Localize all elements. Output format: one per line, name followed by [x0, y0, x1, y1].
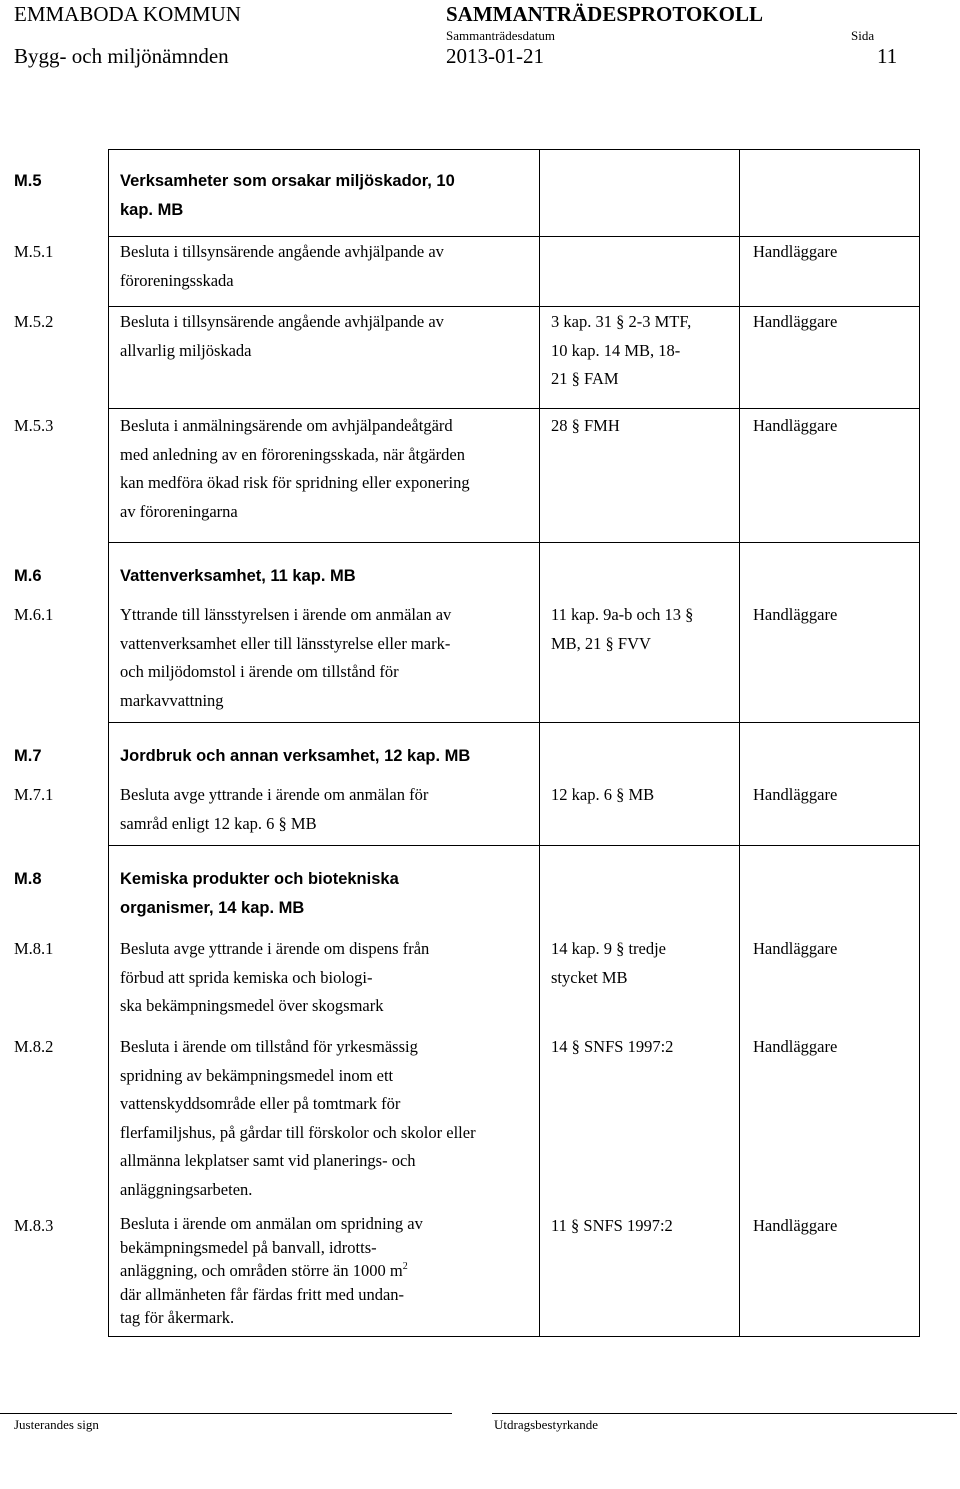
page-number: 11 [877, 44, 898, 68]
row-divider [108, 542, 920, 543]
legal-reference-line: stycket MB [551, 967, 628, 987]
description-line: av föroreningarna [120, 501, 238, 521]
handler: Handläggare [753, 785, 838, 804]
row-divider [108, 408, 920, 409]
justerandes-sign-label: Justerandes sign [14, 1417, 99, 1432]
description [120, 238, 444, 295]
organization-name: EMMABODA KOMMUN [14, 2, 241, 26]
legal-reference [551, 601, 693, 658]
legal-reference [551, 1033, 673, 1062]
description-line: Vattenverksamhet, 11 kap. MB [120, 567, 356, 585]
description-line: Besluta i tillsynsärende angående avhjälpande av [120, 312, 444, 331]
description [120, 865, 399, 922]
section-number: M.7.1 [14, 785, 54, 804]
description-line: Jordbruk och annan verksamhet, 12 kap. MB [120, 747, 471, 765]
document-title: SAMMANTRÄDESPROTOKOLL [446, 2, 763, 26]
page-header [0, 0, 960, 80]
legal-reference-line: 14 § SNFS 1997:2 [551, 1037, 674, 1056]
legal-reference [551, 308, 691, 394]
description-line: anläggning, och områden större än 1000 $m^2$ [120, 1261, 408, 1280]
description-line: Besluta avge yttrande i ärende om anmälan för [120, 785, 429, 804]
description [120, 1033, 476, 1204]
handler: Handläggare [753, 312, 838, 331]
description-line: allvarlig miljöskada [120, 340, 252, 360]
legal-reference [551, 781, 654, 810]
legal-reference-line: MB, 21 § FVV [551, 633, 651, 653]
description-line: anläggningsarbeten. [120, 1179, 253, 1199]
extract-line [492, 1413, 957, 1414]
row-divider [108, 845, 920, 846]
section-number: M.8 [14, 870, 42, 888]
row-divider [108, 722, 920, 723]
description-line: vattenverksamhet eller till länsstyrelse eller mark- [120, 633, 451, 653]
description [120, 412, 470, 526]
utdragsbestyrkande-label: Utdragsbestyrkande [494, 1417, 598, 1432]
section-number: M.8.1 [14, 939, 54, 958]
legal-reference [551, 935, 666, 992]
row-divider [108, 236, 920, 237]
handler: Handläggare [753, 416, 838, 435]
description [120, 308, 444, 365]
legal-reference-line: 14 kap. 9 § tredje [551, 939, 667, 958]
signature-line [0, 1413, 452, 1414]
description-line: allmänna lekplatser samt vid planerings- och [120, 1151, 416, 1170]
description-line: Besluta i tillsynsärende angående avhjälpande av [120, 242, 444, 261]
description-line: där allmänheten får färdas fritt med undan- [120, 1284, 405, 1304]
handler: Handläggare [753, 1216, 838, 1235]
description-line: Verksamheter som orsakar miljöskador, 10 [120, 172, 455, 190]
description [120, 562, 356, 591]
description-line: föroreningsskada [120, 270, 234, 290]
description-line: Besluta i anmälningsärende om avhjälpandeåtgärd [120, 416, 453, 435]
description-line: Besluta avge yttrande i ärende om dispens från [120, 939, 430, 958]
section-number: M.5.2 [14, 312, 54, 331]
legal-reference-line: 12 kap. 6 § MB [551, 785, 655, 804]
section-number: M.7 [14, 747, 42, 765]
legal-reference-line: 21 § FAM [551, 369, 619, 388]
legal-reference-line: 11 § SNFS 1997:2 [551, 1216, 673, 1235]
handler: Handläggare [753, 1037, 838, 1056]
section-number: M.6 [14, 567, 42, 585]
description-line: spridning av bekämpningsmedel inom ett [120, 1065, 394, 1085]
description-line: kap. MB [120, 200, 184, 219]
handler: Handläggare [753, 242, 838, 261]
column-divider [739, 149, 740, 1337]
description-line: kan medföra ökad risk för spridning eller exponering [120, 473, 470, 492]
description [120, 742, 470, 771]
superscript: 2 [402, 1261, 408, 1272]
description-line: samråd enligt 12 kap. 6 § MB [120, 813, 317, 833]
legal-reference-line: 3 kap. 31 § 2-3 MTF, [551, 312, 692, 331]
description [120, 1212, 423, 1330]
description [120, 167, 455, 224]
section-number: M.5.1 [14, 242, 54, 261]
description [120, 935, 429, 1021]
description-line: förbud att sprida kemiska och biologi- [120, 967, 373, 987]
legal-reference-line: 10 kap. 14 MB, 18- [551, 340, 681, 360]
description [120, 781, 428, 838]
page-label: Sida [851, 28, 875, 43]
description-line: bekämpningsmedel på banvall, idrotts- [120, 1237, 377, 1257]
legal-reference [551, 412, 620, 441]
row-divider [108, 306, 920, 307]
description-line: Kemiska produkter och biotekniska [120, 870, 399, 888]
description-line: ska bekämpningsmedel över skogsmark [120, 996, 384, 1015]
legal-reference-line: 11 kap. 9a-b och 13 § [551, 605, 694, 624]
section-number: M.8.3 [14, 1216, 54, 1235]
description-line: Besluta i ärende om tillstånd för yrkesmässig [120, 1037, 418, 1056]
description-line: flerfamiljshus, på gårdar till förskolor och skolor eller [120, 1122, 476, 1142]
date-label: Sammanträdesdatum [446, 28, 556, 43]
meeting-date: 2013-01-21 [446, 44, 544, 68]
description-line: tag för åkermark. [120, 1308, 235, 1327]
section-number: M.6.1 [14, 605, 54, 624]
section-number: M.8.2 [14, 1037, 54, 1056]
section-number: M.5.3 [14, 416, 54, 435]
description-line: Besluta i ärende om anmälan om spridning av [120, 1214, 423, 1233]
description-line: och miljödomstol i ärende om tillstånd för [120, 662, 399, 681]
section-number: M.5 [14, 172, 42, 190]
description-line: Yttrande till länsstyrelsen i ärende om anmälan av [120, 605, 452, 624]
description-line: vattenskyddsområde eller på tomtmark för [120, 1094, 401, 1113]
board-name: Bygg- och miljönämnden [14, 44, 229, 68]
description-line: organismer, 14 kap. MB [120, 898, 305, 917]
description-line: med anledning av en föroreningsskada, när åtgärden [120, 444, 465, 464]
legal-reference [551, 1212, 673, 1241]
legal-reference-line: 28 § FMH [551, 416, 620, 435]
handler: Handläggare [753, 605, 838, 624]
description-line: markavvattning [120, 690, 224, 710]
description [120, 601, 451, 715]
column-divider [539, 149, 540, 1337]
handler: Handläggare [753, 939, 838, 958]
